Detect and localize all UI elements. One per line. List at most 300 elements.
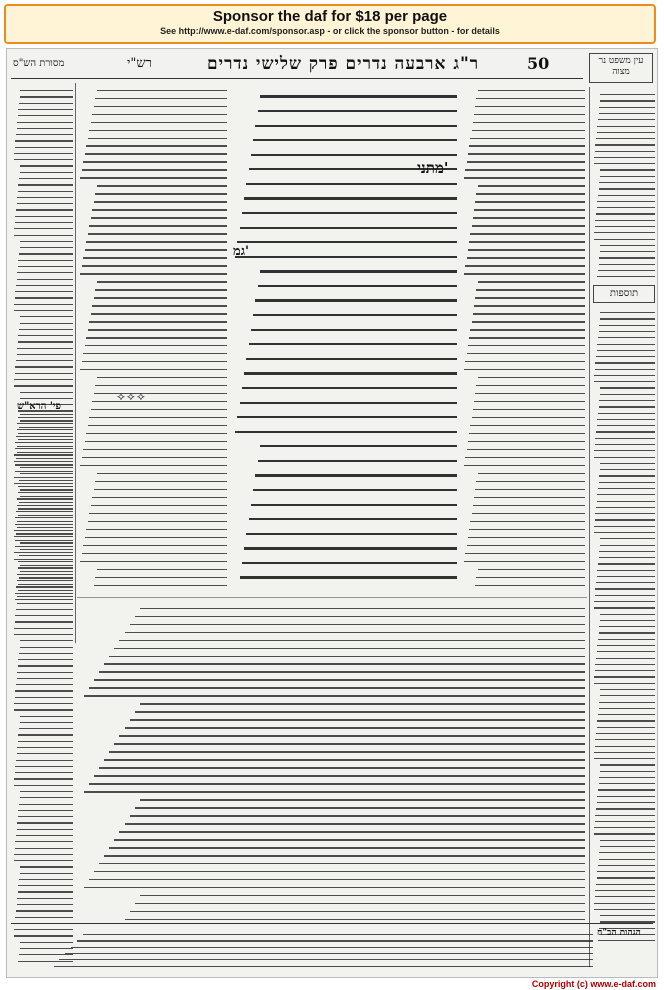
text-line: [600, 318, 655, 319]
text-line: [251, 329, 457, 331]
text-line: [476, 98, 585, 99]
text-line: [84, 695, 585, 696]
text-line: [18, 515, 73, 516]
ein-mishpat-column: [593, 89, 655, 279]
page-number: 50: [527, 54, 550, 73]
text-line: [92, 114, 227, 115]
sponsor-banner[interactable]: [4, 4, 656, 44]
text-line: [475, 201, 585, 202]
text-line: [598, 639, 655, 640]
text-line: [17, 446, 73, 447]
text-line: [20, 640, 73, 641]
text-line: [80, 273, 227, 274]
text-line: [464, 561, 585, 562]
text-line: [600, 176, 655, 177]
text-line: [20, 96, 73, 97]
text-line: [595, 746, 655, 747]
text-line: [89, 879, 585, 880]
text-line: [594, 683, 655, 684]
text-line: [91, 122, 227, 123]
text-line: [17, 829, 73, 830]
text-line: [595, 362, 655, 363]
text-line: [135, 711, 585, 712]
text-line: [595, 595, 655, 596]
text-line: [473, 505, 585, 506]
text-line: [119, 735, 585, 736]
text-line: [600, 94, 655, 95]
sponsor-banner-subtitle[interactable]: See http://www.e-daf.com/sponsor.asp - or click the sponsor button - for details: [160, 26, 500, 36]
text-line: [16, 134, 73, 135]
text-line: [240, 227, 457, 229]
text-line: [14, 860, 73, 861]
text-line: [596, 356, 655, 357]
text-line: [114, 743, 585, 744]
text-line: [594, 909, 655, 910]
text-line: [16, 533, 73, 534]
text-line: [18, 341, 73, 342]
text-line: [20, 489, 73, 490]
text-line: [14, 228, 73, 229]
text-line: [83, 449, 227, 450]
text-line: [19, 804, 73, 805]
text-line: [597, 651, 655, 652]
text-line: [71, 947, 593, 948]
text-line: [89, 783, 585, 784]
text-line: [20, 420, 73, 421]
text-line: [598, 789, 655, 790]
text-line: [595, 151, 655, 152]
ein-mishpat-label: עין משפט נר מצוה: [598, 56, 644, 77]
text-line: [595, 670, 655, 671]
text-line: [595, 513, 655, 514]
text-line: [14, 159, 73, 160]
text-line: [595, 890, 655, 891]
text-line: [469, 337, 585, 338]
text-line: [125, 727, 585, 728]
text-line: [16, 609, 73, 610]
text-line: [595, 220, 655, 221]
rosh-label: פי' הרא"ש: [17, 401, 61, 412]
text-line: [595, 664, 655, 665]
text-line: [476, 289, 585, 290]
text-line: [89, 417, 227, 418]
text-line: [597, 720, 655, 721]
text-line: [94, 679, 585, 680]
text-line: [20, 791, 73, 792]
text-line: [478, 185, 585, 186]
text-line: [469, 145, 585, 146]
header-rule: [11, 78, 583, 79]
text-line: [18, 885, 73, 886]
text-line: [235, 431, 457, 433]
text-line: [89, 513, 227, 514]
text-line: [18, 335, 73, 336]
page-title: ר"ג ארבעה נדרים פרק שלישי נדרים: [207, 54, 480, 74]
text-line: [600, 538, 655, 539]
text-line: [478, 281, 585, 282]
text-line: [14, 552, 73, 553]
text-line: [91, 505, 227, 506]
text-line: [597, 796, 655, 797]
text-line: [594, 833, 655, 834]
text-line: [135, 616, 585, 617]
text-line: [80, 561, 227, 562]
text-line: [260, 445, 457, 447]
text-line: [474, 401, 585, 402]
text-line: [595, 815, 655, 816]
text-line: [20, 172, 73, 173]
text-line: [20, 873, 73, 874]
text-line: [467, 257, 585, 258]
text-line: [18, 810, 73, 811]
text-line: [600, 764, 655, 765]
text-line: [83, 934, 593, 935]
text-line: [599, 113, 655, 114]
text-line: [600, 840, 655, 841]
text-line: [82, 169, 227, 170]
text-line: [94, 585, 227, 586]
text-line: [86, 337, 227, 338]
rashi-column: [79, 83, 227, 587]
text-line: [16, 209, 73, 210]
text-line: [258, 460, 457, 462]
text-line: [18, 115, 73, 116]
text-line: [17, 348, 73, 349]
text-line: [89, 321, 227, 322]
text-line: [82, 361, 227, 362]
text-line: [600, 846, 655, 847]
text-line: [18, 741, 73, 742]
text-line: [20, 866, 73, 867]
text-line: [114, 839, 585, 840]
text-line: [600, 771, 655, 772]
text-line: [14, 785, 73, 786]
text-line: [17, 197, 73, 198]
text-line: [475, 393, 585, 394]
text-line: [85, 153, 227, 154]
text-line: [464, 465, 585, 466]
text-line: [596, 884, 655, 885]
rashi-header-label: רש"י: [127, 56, 152, 71]
text-line: [14, 310, 73, 311]
text-line: [600, 100, 655, 101]
text-line: [596, 658, 655, 659]
text-line: [596, 808, 655, 809]
text-line: [14, 628, 73, 629]
text-line: [598, 195, 655, 196]
text-line: [600, 387, 655, 388]
text-line: [595, 369, 655, 370]
text-line: [17, 452, 73, 453]
text-line: [467, 545, 585, 546]
text-line: [246, 533, 457, 535]
text-line: [600, 463, 655, 464]
text-line: [83, 545, 227, 546]
text-line: [14, 304, 73, 305]
text-line: [474, 497, 585, 498]
text-line: [465, 457, 585, 458]
text-line: [89, 130, 227, 131]
text-line: [95, 98, 227, 99]
text-line: [18, 191, 73, 192]
text-line: [65, 953, 593, 954]
text-line: [20, 414, 73, 415]
text-line: [88, 425, 227, 426]
text-line: [595, 438, 655, 439]
text-line: [18, 665, 73, 666]
lower-section-rule: [77, 597, 587, 598]
text-line: [595, 821, 655, 822]
text-line: [18, 433, 73, 434]
text-line: [130, 815, 585, 816]
text-line: [467, 353, 585, 354]
text-line: [255, 474, 457, 476]
text-line: [16, 458, 73, 459]
text-line: [469, 529, 585, 530]
text-line: [104, 759, 585, 760]
text-line: [20, 716, 73, 717]
text-line: [597, 201, 655, 202]
copyright-link[interactable]: Copyright (c) www.e-daf.com: [531, 979, 656, 989]
text-line: [83, 161, 227, 162]
text-line: [135, 903, 585, 904]
text-line: [600, 545, 655, 546]
text-line: [597, 645, 655, 646]
text-line: [91, 313, 227, 314]
text-line: [19, 653, 73, 654]
text-line: [596, 507, 655, 508]
text-line: [84, 791, 585, 792]
text-line: [20, 392, 73, 393]
text-line: [600, 394, 655, 395]
text-line: [475, 489, 585, 490]
text-line: [140, 799, 585, 800]
text-line: [464, 177, 585, 178]
text-line: [19, 879, 73, 880]
text-line: [15, 471, 73, 472]
text-line: [478, 569, 585, 570]
text-line: [20, 496, 73, 497]
text-line: [469, 433, 585, 434]
text-line: [597, 419, 655, 420]
text-line: [19, 253, 73, 254]
lower-commentary-block: [79, 601, 585, 921]
text-line: [20, 722, 73, 723]
text-line: [99, 671, 585, 672]
text-line: [600, 469, 655, 470]
text-line: [599, 182, 655, 183]
text-line: [597, 871, 655, 872]
text-line: [17, 596, 73, 597]
text-line: [91, 409, 227, 410]
text-line: [19, 427, 73, 428]
text-line: [246, 358, 457, 360]
text-line: [15, 697, 73, 698]
text-line: [14, 235, 73, 236]
text-line: [20, 398, 73, 399]
text-line: [469, 241, 585, 242]
text-line: [473, 409, 585, 410]
text-line: [16, 684, 73, 685]
text-line: [595, 226, 655, 227]
text-line: [475, 585, 585, 586]
text-line: [597, 350, 655, 351]
text-line: [14, 483, 73, 484]
text-line: [598, 119, 655, 120]
text-line: [244, 372, 457, 374]
text-line: [478, 473, 585, 474]
text-line: [18, 260, 73, 261]
text-line: [600, 245, 655, 246]
text-line: [600, 169, 655, 170]
text-line: [249, 518, 457, 520]
text-line: [109, 847, 585, 848]
text-line: [473, 313, 585, 314]
text-line: [97, 281, 227, 282]
text-line: [476, 193, 585, 194]
text-line: [249, 343, 457, 345]
text-line: [17, 904, 73, 905]
text-line: [14, 854, 73, 855]
text-line: [19, 577, 73, 578]
text-line: [85, 345, 227, 346]
text-line: [97, 569, 227, 570]
text-line: [598, 413, 655, 414]
text-line: [97, 473, 227, 474]
text-line: [599, 331, 655, 332]
text-line: [468, 537, 585, 538]
text-line: [82, 265, 227, 266]
text-line: [599, 852, 655, 853]
text-line: [94, 871, 585, 872]
text-line: [85, 249, 227, 250]
column-divider: [75, 83, 76, 643]
text-line: [15, 291, 73, 292]
text-line: [14, 379, 73, 380]
text-line: [20, 90, 73, 91]
text-line: [244, 197, 457, 199]
text-line: [95, 385, 227, 386]
text-line: [465, 553, 585, 554]
text-line: [599, 257, 655, 258]
text-line: [472, 321, 585, 322]
text-line: [91, 217, 227, 218]
text-line: [94, 393, 227, 394]
text-line: [470, 233, 585, 234]
text-line: [119, 640, 585, 641]
talmud-page-scan: [6, 48, 658, 978]
text-line: [594, 450, 655, 451]
text-line: [17, 603, 73, 604]
text-line: [599, 551, 655, 552]
text-line: [599, 482, 655, 483]
text-line: [594, 239, 655, 240]
text-line: [600, 689, 655, 690]
text-line: [473, 122, 585, 123]
text-line: [15, 848, 73, 849]
text-line: [86, 529, 227, 530]
text-line: [114, 648, 585, 649]
text-line: [15, 841, 73, 842]
text-line: [15, 222, 73, 223]
text-line: [470, 138, 585, 139]
text-line: [17, 122, 73, 123]
text-line: [109, 751, 585, 752]
text-line: [597, 494, 655, 495]
text-line: [597, 276, 655, 277]
section-ornament: ⟡⟡⟡: [117, 389, 147, 403]
text-line: [599, 406, 655, 407]
text-line: [15, 615, 73, 616]
text-line: [240, 402, 457, 404]
text-line: [594, 163, 655, 164]
text-line: [15, 540, 73, 541]
text-line: [472, 417, 585, 418]
text-line: [80, 465, 227, 466]
text-line: [80, 369, 227, 370]
text-line: [251, 504, 457, 506]
tosafot-rid-column: [593, 307, 655, 947]
text-line: [599, 783, 655, 784]
text-line: [597, 207, 655, 208]
text-line: [94, 106, 227, 107]
text-line: [472, 513, 585, 514]
text-line: [85, 537, 227, 538]
text-line: [246, 183, 457, 185]
text-line: [135, 807, 585, 808]
text-line: [597, 501, 655, 502]
text-line: [16, 835, 73, 836]
ein-mishpat-box: [589, 53, 653, 83]
text-line: [92, 497, 227, 498]
text-line: [594, 526, 655, 527]
text-line: [600, 915, 655, 916]
text-line: [77, 940, 593, 941]
text-line: [99, 863, 585, 864]
sponsor-banner-title[interactable]: Sponsor the daf for $18 per page: [212, 8, 448, 25]
text-line: [94, 201, 227, 202]
text-line: [599, 475, 655, 476]
text-line: [476, 481, 585, 482]
text-line: [464, 273, 585, 274]
text-line: [16, 910, 73, 911]
text-line: [240, 576, 457, 578]
text-line: [104, 855, 585, 856]
text-line: [237, 241, 457, 243]
text-line: [478, 377, 585, 378]
text-line: [473, 217, 585, 218]
text-line: [14, 385, 73, 386]
text-line: [18, 659, 73, 660]
text-line: [464, 369, 585, 370]
text-line: [15, 546, 73, 547]
text-line: [14, 634, 73, 635]
text-line: [16, 760, 73, 761]
text-line: [125, 632, 585, 633]
mishnah-label: מתני': [417, 159, 449, 177]
text-line: [599, 859, 655, 860]
text-line: [88, 521, 227, 522]
text-line: [594, 752, 655, 753]
text-line: [253, 139, 457, 141]
text-line: [476, 385, 585, 386]
text-line: [17, 521, 73, 522]
text-line: [475, 106, 585, 107]
text-line: [597, 344, 655, 345]
text-line: [476, 577, 585, 578]
text-line: [251, 154, 457, 156]
text-line: [594, 601, 655, 602]
